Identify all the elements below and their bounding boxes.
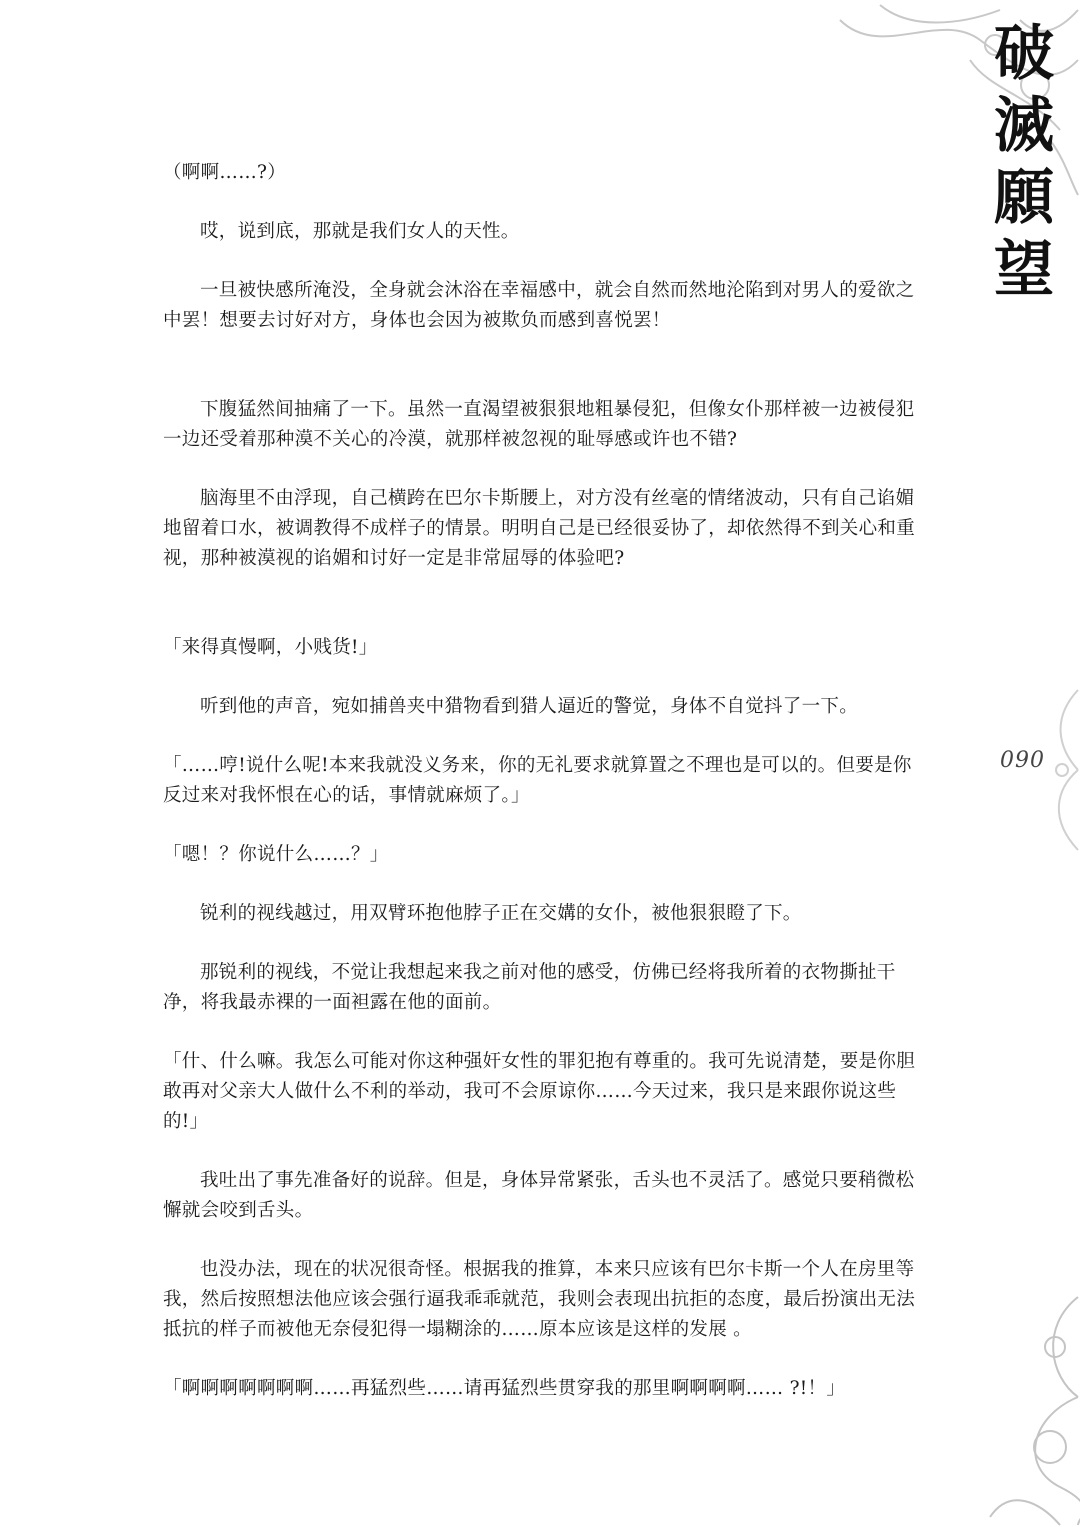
paragraph: 锐利的视线越过，用双臂环抱他脖子正在交媾的女仆，被他狠狠瞪了下。 <box>200 903 802 924</box>
paragraph: 我吐出了事先准备好的说辞。但是，身体异常紧张，舌头也不灵活了。感觉只要稍微松懈就会咬到舌头。 <box>163 1170 915 1221</box>
paragraph: 「……哼!说什么呢!本来我就没义务来，你的无礼要求就算置之不理也是可以的。但要是你反过来对我怀恨在心的话，事情就麻烦了。」 <box>163 755 912 806</box>
paragraph: 听到他的声音，宛如捕兽夹中猎物看到猎人逼近的警觉，身体不自觉抖了一下。 <box>200 696 859 717</box>
paragraph: 脑海里不由浮现，自己横跨在巴尔卡斯腰上，对方没有丝毫的情绪波动，只有自己谄媚地留着口水，被调教得不成样子的情景。明明自己是已经很妥协了，却依然得不到关心和重视，那种被漠视的谄媚和讨好一定是非常屈辱的体验吧? <box>163 488 916 569</box>
book-title: 破滅願望 <box>994 19 1054 305</box>
body-text <box>163 158 923 1404</box>
paragraph: 那锐利的视线，不觉让我想起来我之前对他的感受，仿佛已经将我所着的衣物撕扯干净，将我最赤裸的一面袒露在他的面前。 <box>163 962 896 1013</box>
paragraph: 哎，说到底，那就是我们女人的天性。 <box>200 221 520 242</box>
paragraph: （啊啊……?） <box>163 162 287 183</box>
page-number: 090 <box>1000 748 1045 773</box>
paragraph: 一旦被快感所淹没，全身就会沐浴在幸福感中，就会自然而然地沦陷到对男人的爱欲之中罢！想要去讨好对方，身体也会因为被欺负而感到喜悦罢！ <box>163 280 915 331</box>
paragraph: 「嗯！？你说什么……？」 <box>163 844 389 865</box>
paragraph: 「什、什么嘛。我怎么可能对你这种强奸女性的罪犯抱有尊重的。我可先说清楚，要是你胆敢再对父亲大人做什么不利的举动，我可不会原谅你……今天过来，我只是来跟你说这些的!」 <box>163 1051 916 1132</box>
paragraph: 「啊啊啊啊啊啊啊……再猛烈些……请再猛烈些贯穿我的那里啊啊啊啊…… ?!！」 <box>163 1378 846 1399</box>
paragraph: 下腹猛然间抽痛了一下。虽然一直渴望被狠狠地粗暴侵犯，但像女仆那样被一边被侵犯一边还受着那种漠不关心的冷漠，就那样被忽视的耻辱感或许也不错? <box>163 399 915 450</box>
paragraph: 也没办法，现在的状况很奇怪。根据我的推算，本来只应该有巴尔卡斯一个人在房里等我，然后按照想法他应该会强行逼我乖乖就范，我则会表现出抗拒的态度，最后扮演出无法抵抗的样子而被他无奈侵犯得一塌糊涂的……原本应该是这样的发展 。 <box>163 1259 916 1340</box>
floral-ornament-bottom <box>960 1287 1080 1527</box>
paragraph: 「来得真慢啊，小贱货!」 <box>163 637 378 658</box>
